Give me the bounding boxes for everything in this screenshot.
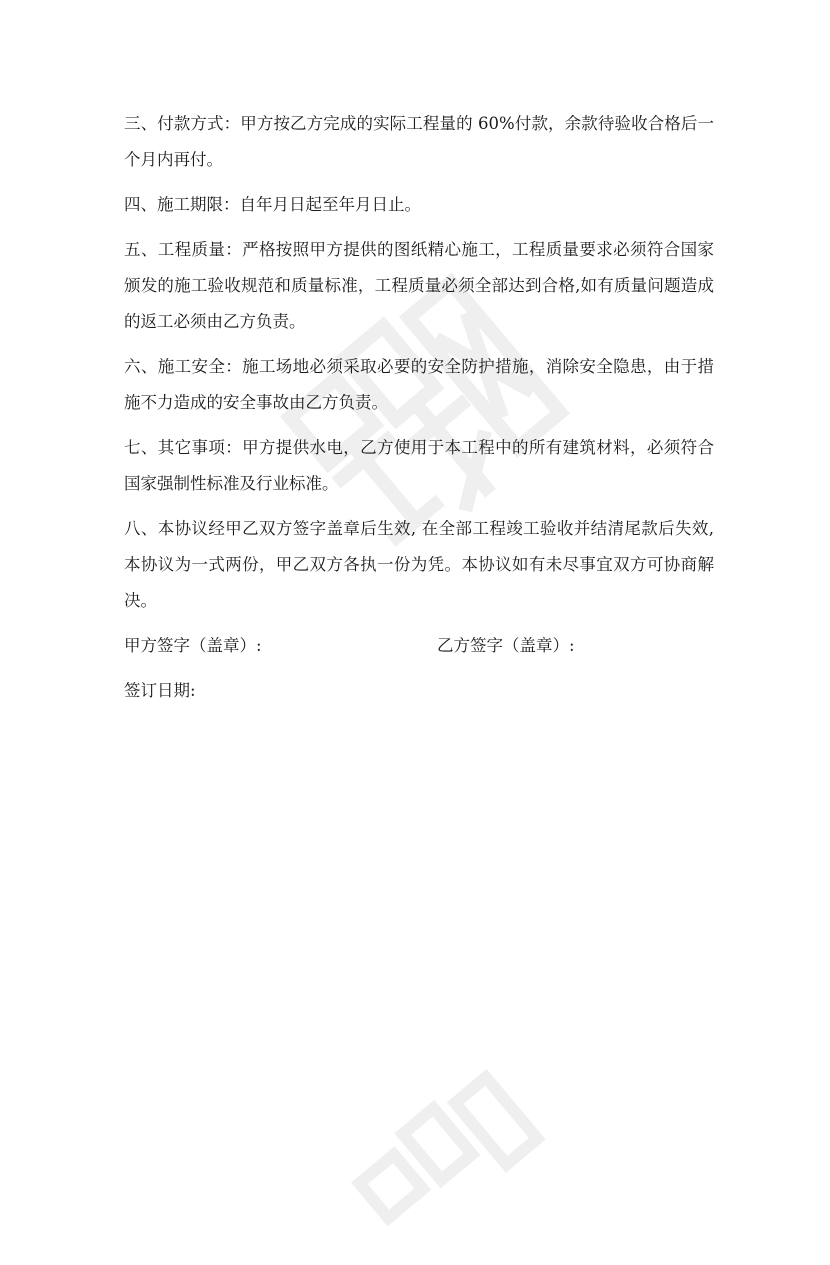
clause-other: 七、其它事项：甲方提供水电，乙方使用于本工程中的所有建筑材料，必须符合国家强制性标准及行业标准。	[124, 438, 714, 493]
clause-schedule: 四、施工期限：自年月日起至年月日止。	[124, 195, 421, 214]
clause-safety: 六、施工安全：施工场地必须采取必要的安全防护措施，消除安全隐患，由于措施不力造成的安全事故由乙方负责。	[124, 357, 714, 412]
contract-body	[124, 106, 714, 709]
signature-row	[124, 628, 714, 664]
clause-effect: 八、本协议经甲乙双方签字盖章后生效, 在全部工程竣工验收并结清尾款后失效, 本协议为一式两份，甲乙双方各执一份为凭。本协议如有未尽事宜双方可协商解决。	[124, 519, 714, 610]
clause-quality: 五、工程质量：严格按照甲方提供的图纸精心施工，工程质量要求必须符合国家颁发的施工验收规范和质量标准，工程质量必须全部达到合格,如有质量问题造成的返工必须由乙方负责。	[124, 240, 714, 331]
sign-date: 签订日期:	[124, 681, 196, 700]
clause-payment: 三、付款方式：甲方按乙方完成的实际工程量的 60%付款，余款待验收合格后一个月内再付。	[124, 114, 714, 169]
party-b-signature: 乙方签字（盖章）:	[437, 636, 575, 655]
party-a-signature: 甲方签字（盖章）:	[124, 636, 262, 655]
watermark-logo-bottom	[325, 1045, 555, 1265]
